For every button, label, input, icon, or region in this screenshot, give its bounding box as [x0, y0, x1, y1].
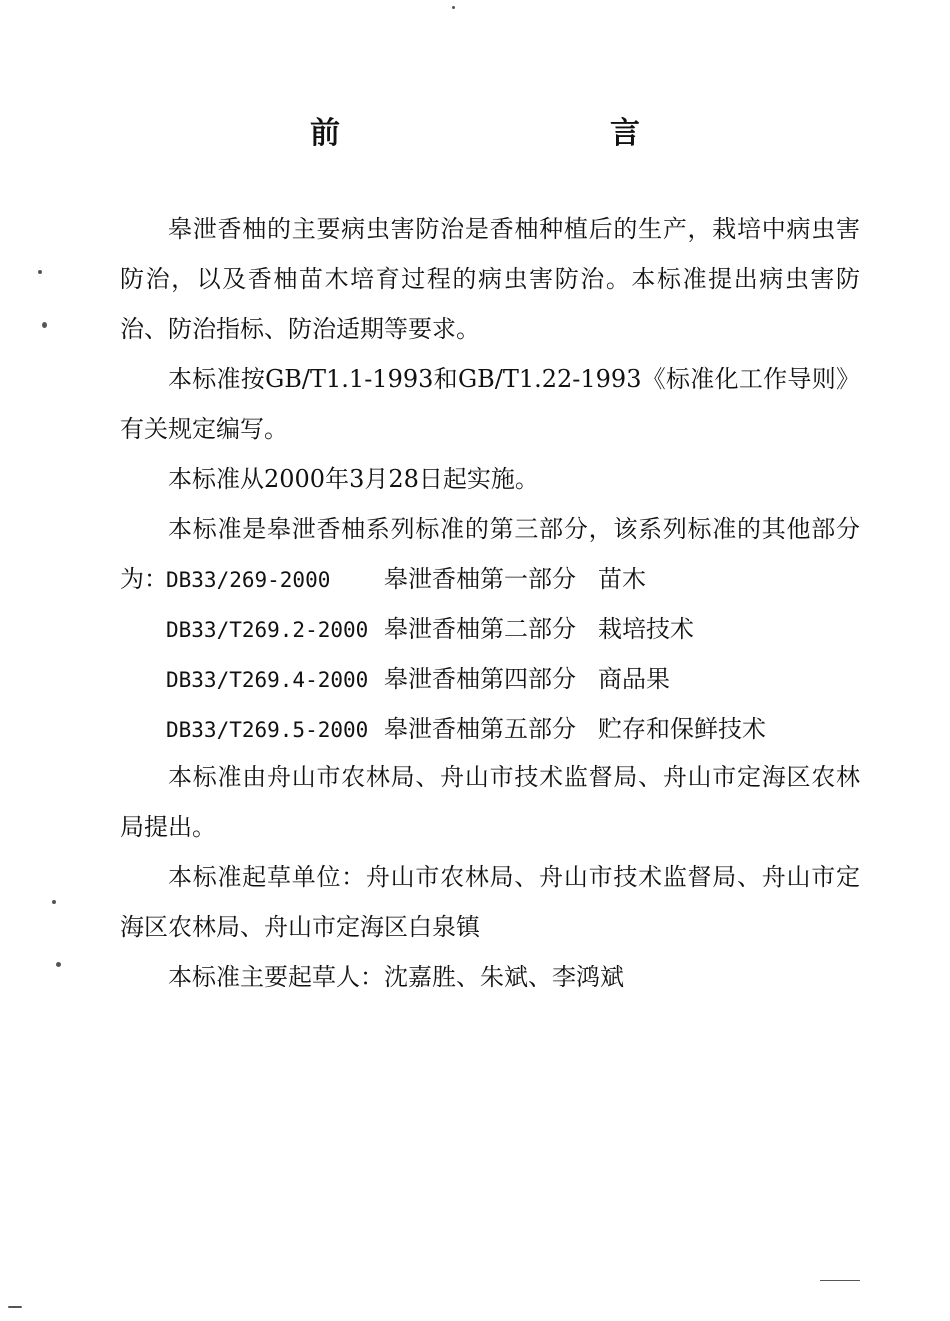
- part-code: DB33/269-2000: [166, 568, 331, 592]
- part-topic: 苗木: [598, 565, 646, 593]
- part-name: 皋泄香柚第二部分: [384, 615, 576, 643]
- part-code: DB33/T269.2-2000: [166, 618, 369, 642]
- part-code: DB33/T269.5-2000: [166, 718, 369, 742]
- part-topic: 贮存和保鲜技术: [598, 715, 766, 743]
- part-topic: 商品果: [598, 665, 670, 693]
- page-title: 前 言: [310, 116, 760, 151]
- paragraph-effective-date: 本标准从2000年3月28日起实施。: [168, 465, 539, 493]
- series-parts-list: [166, 554, 866, 754]
- paragraph-drafters: 本标准主要起草人：沈嘉胜、朱斌、李鸿斌: [168, 963, 624, 991]
- scan-speck: [52, 900, 56, 904]
- part-name: 皋泄香柚第四部分: [384, 665, 576, 693]
- list-item: [166, 654, 866, 704]
- scan-speck: [820, 1280, 860, 1281]
- part-name: 皋泄香柚第五部分: [384, 715, 576, 743]
- scan-speck: [452, 6, 455, 9]
- list-item: [166, 554, 866, 604]
- scan-speck: [38, 270, 42, 274]
- part-topic: 栽培技术: [598, 615, 694, 643]
- list-item: [166, 604, 866, 654]
- paragraph-series-intro: 本标准是皋泄香柚系列标准的第三部分，该系列标准的其他部分为：: [120, 515, 860, 593]
- paragraph-drafting-rule: 本标准按GB/T1.1-1993和GB/T1.22-1993《标准化工作导则》有关规定编写。: [120, 365, 860, 443]
- scan-speck: [42, 322, 47, 328]
- paragraph-proposer: 本标准由舟山市农林局、舟山市技术监督局、舟山市定海区农林局提出。: [120, 763, 860, 841]
- scan-speck: [8, 1306, 22, 1308]
- scan-speck: [56, 962, 61, 967]
- paragraph-drafting-units: 本标准起草单位：舟山市农林局、舟山市技术监督局、舟山市定海区农林局、舟山市定海区白泉镇: [120, 863, 860, 941]
- list-item: [166, 704, 866, 754]
- paragraph-scope: 皋泄香柚的主要病虫害防治是香柚种植后的生产，栽培中病虫害防治，以及香柚苗木培育过程的病虫害防治。本标准提出病虫害防治、防治指标、防治适期等要求。: [120, 215, 860, 343]
- part-name: 皋泄香柚第一部分: [384, 565, 576, 593]
- part-code: DB33/T269.4-2000: [166, 668, 369, 692]
